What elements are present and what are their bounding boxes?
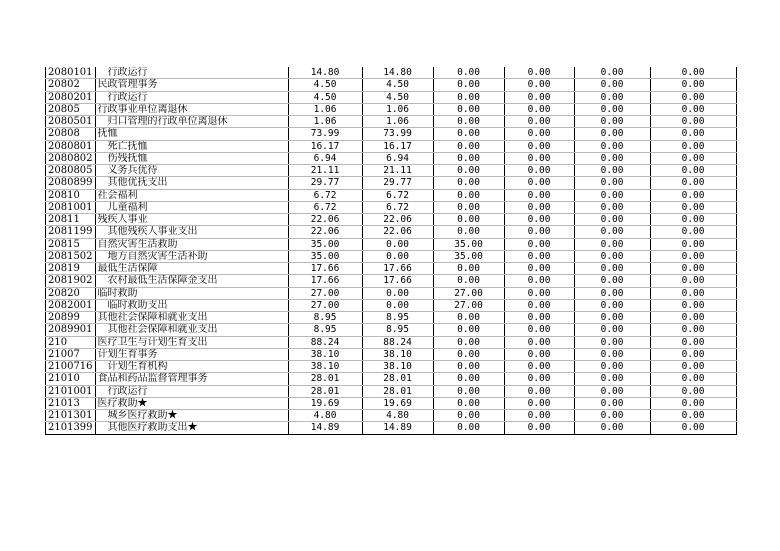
subject-code-cell: 21010: [46, 373, 96, 385]
amount-cell: 0.00: [504, 214, 574, 226]
subject-name-cell: 临时救助支出: [95, 299, 288, 311]
subject-name-cell: 伤残抚恤: [95, 152, 288, 164]
table-row: [46, 189, 737, 201]
subject-code-cell: 2081001: [46, 201, 96, 213]
amount-cell: 0.00: [504, 299, 574, 311]
amount-cell: 27.00: [288, 299, 362, 311]
subject-name-cell: 行政运行: [95, 385, 288, 397]
amount-cell: 0.00: [504, 324, 574, 336]
amount-cell: 0.00: [504, 373, 574, 385]
amount-cell: 4.80: [362, 410, 433, 422]
amount-cell: 0.00: [504, 177, 574, 189]
amount-cell: 0.00: [504, 152, 574, 164]
subject-code-cell: 20819: [46, 263, 96, 275]
amount-cell: 0.00: [650, 67, 736, 79]
subject-name-cell: 行政运行: [95, 67, 288, 79]
amount-cell: 0.00: [504, 410, 574, 422]
amount-cell: 27.00: [433, 299, 504, 311]
table-row: [46, 128, 737, 140]
subject-name-cell: 死亡抚恤: [95, 140, 288, 152]
amount-cell: 0.00: [433, 214, 504, 226]
amount-cell: 28.01: [288, 373, 362, 385]
amount-cell: 0.00: [504, 226, 574, 238]
amount-cell: 17.66: [362, 275, 433, 287]
amount-cell: 0.00: [433, 275, 504, 287]
subject-code-cell: 2080899: [46, 177, 96, 189]
subject-name-cell: 农村最低生活保障金支出: [95, 275, 288, 287]
subject-code-cell: 21013: [46, 397, 96, 409]
amount-cell: 4.80: [288, 410, 362, 422]
amount-cell: 0.00: [504, 116, 574, 128]
amount-cell: 0.00: [574, 79, 650, 91]
amount-cell: 0.00: [433, 189, 504, 201]
amount-cell: 8.95: [288, 324, 362, 336]
amount-cell: 0.00: [574, 226, 650, 238]
amount-cell: 0.00: [650, 116, 736, 128]
subject-code-cell: 2081199: [46, 226, 96, 238]
amount-cell: 17.66: [288, 275, 362, 287]
amount-cell: 22.06: [288, 214, 362, 226]
amount-cell: 6.94: [362, 152, 433, 164]
amount-cell: 0.00: [650, 373, 736, 385]
amount-cell: 0.00: [650, 385, 736, 397]
amount-cell: 0.00: [574, 189, 650, 201]
table-row: [46, 410, 737, 422]
amount-cell: 1.06: [288, 116, 362, 128]
subject-code-cell: 2100716: [46, 361, 96, 373]
amount-cell: 14.89: [362, 422, 433, 434]
table-row: [46, 422, 737, 434]
amount-cell: 0.00: [504, 238, 574, 250]
amount-cell: 0.00: [574, 336, 650, 348]
amount-cell: 0.00: [650, 336, 736, 348]
amount-cell: 0.00: [650, 287, 736, 299]
amount-cell: 0.00: [650, 397, 736, 409]
amount-cell: 0.00: [574, 128, 650, 140]
subject-code-cell: 2101301: [46, 410, 96, 422]
amount-cell: 0.00: [650, 152, 736, 164]
amount-cell: 29.77: [362, 177, 433, 189]
amount-cell: 38.10: [362, 361, 433, 373]
amount-cell: 0.00: [574, 140, 650, 152]
amount-cell: 0.00: [504, 250, 574, 262]
subject-name-cell: 残疾人事业: [95, 214, 288, 226]
subject-name-cell: 计划生育机构: [95, 361, 288, 373]
subject-name-cell: 食品和药品监督管理事务: [95, 373, 288, 385]
amount-cell: 17.66: [288, 263, 362, 275]
amount-cell: 0.00: [504, 201, 574, 213]
table-row: [46, 373, 737, 385]
subject-code-cell: 2080805: [46, 165, 96, 177]
amount-cell: 0.00: [650, 226, 736, 238]
subject-code-cell: 20899: [46, 312, 96, 324]
table-row: [46, 299, 737, 311]
table-row: [46, 250, 737, 262]
amount-cell: 6.72: [362, 201, 433, 213]
amount-cell: 0.00: [574, 312, 650, 324]
table-row: [46, 201, 737, 213]
subject-code-cell: 20802: [46, 79, 96, 91]
amount-cell: 73.99: [288, 128, 362, 140]
subject-code-cell: 2101001: [46, 385, 96, 397]
subject-name-cell: 行政事业单位离退休: [95, 103, 288, 115]
subject-name-cell: 抚恤: [95, 128, 288, 140]
table-row: [46, 263, 737, 275]
subject-name-cell: 其他社会保障和就业支出: [95, 324, 288, 336]
amount-cell: 0.00: [504, 312, 574, 324]
amount-cell: 0.00: [574, 299, 650, 311]
subject-code-cell: 2089901: [46, 324, 96, 336]
amount-cell: 28.01: [362, 385, 433, 397]
amount-cell: 0.00: [433, 128, 504, 140]
amount-cell: 0.00: [574, 287, 650, 299]
amount-cell: 0.00: [650, 165, 736, 177]
amount-cell: 14.80: [362, 67, 433, 79]
table-row: [46, 275, 737, 287]
table-row: [46, 214, 737, 226]
amount-cell: 6.94: [288, 152, 362, 164]
subject-name-cell: 归口管理的行政单位离退休: [95, 116, 288, 128]
amount-cell: 0.00: [433, 422, 504, 434]
subject-code-cell: 20805: [46, 103, 96, 115]
amount-cell: 0.00: [650, 79, 736, 91]
table-row: [46, 397, 737, 409]
amount-cell: 0.00: [574, 91, 650, 103]
amount-cell: 0.00: [433, 385, 504, 397]
amount-cell: 0.00: [650, 177, 736, 189]
amount-cell: 0.00: [650, 214, 736, 226]
amount-cell: 1.06: [362, 116, 433, 128]
amount-cell: 8.95: [288, 312, 362, 324]
subject-name-cell: 其他医疗救助支出★: [95, 422, 288, 434]
amount-cell: 0.00: [504, 385, 574, 397]
amount-cell: 6.72: [288, 201, 362, 213]
amount-cell: 0.00: [574, 177, 650, 189]
table-row: [46, 165, 737, 177]
amount-cell: 0.00: [650, 361, 736, 373]
amount-cell: 22.06: [362, 214, 433, 226]
amount-cell: 0.00: [574, 348, 650, 360]
amount-cell: 73.99: [362, 128, 433, 140]
subject-code-cell: 210: [46, 336, 96, 348]
amount-cell: 0.00: [574, 275, 650, 287]
amount-cell: 8.95: [362, 312, 433, 324]
amount-cell: 0.00: [433, 201, 504, 213]
amount-cell: 0.00: [504, 140, 574, 152]
amount-cell: 0.00: [574, 201, 650, 213]
amount-cell: 0.00: [433, 152, 504, 164]
table-row: [46, 103, 737, 115]
amount-cell: 19.69: [288, 397, 362, 409]
amount-cell: 0.00: [504, 189, 574, 201]
amount-cell: 0.00: [650, 250, 736, 262]
subject-code-cell: 2080501: [46, 116, 96, 128]
amount-cell: 14.80: [288, 67, 362, 79]
amount-cell: 6.72: [288, 189, 362, 201]
table-row: [46, 238, 737, 250]
table-row: [46, 324, 737, 336]
amount-cell: 0.00: [504, 336, 574, 348]
amount-cell: 28.01: [362, 373, 433, 385]
amount-cell: 0.00: [574, 67, 650, 79]
amount-cell: 1.06: [362, 103, 433, 115]
table-row: [46, 226, 737, 238]
amount-cell: 35.00: [288, 250, 362, 262]
subject-name-cell: 行政运行: [95, 91, 288, 103]
amount-cell: 0.00: [504, 165, 574, 177]
amount-cell: 0.00: [433, 312, 504, 324]
amount-cell: 4.50: [288, 91, 362, 103]
subject-code-cell: 2080201: [46, 91, 96, 103]
amount-cell: 0.00: [433, 103, 504, 115]
amount-cell: 4.50: [362, 91, 433, 103]
amount-cell: 0.00: [504, 422, 574, 434]
table-row: [46, 385, 737, 397]
amount-cell: 22.06: [288, 226, 362, 238]
table-row: [46, 116, 737, 128]
amount-cell: 0.00: [433, 324, 504, 336]
amount-cell: 0.00: [650, 312, 736, 324]
amount-cell: 17.66: [362, 263, 433, 275]
amount-cell: 0.00: [504, 397, 574, 409]
amount-cell: 0.00: [504, 287, 574, 299]
amount-cell: 28.01: [288, 385, 362, 397]
amount-cell: 0.00: [504, 348, 574, 360]
amount-cell: 0.00: [650, 189, 736, 201]
amount-cell: 0.00: [650, 410, 736, 422]
amount-cell: 0.00: [433, 116, 504, 128]
amount-cell: 0.00: [574, 152, 650, 164]
amount-cell: 27.00: [288, 287, 362, 299]
amount-cell: 27.00: [433, 287, 504, 299]
amount-cell: 0.00: [504, 275, 574, 287]
subject-code-cell: 2081902: [46, 275, 96, 287]
amount-cell: 19.69: [362, 397, 433, 409]
amount-cell: 0.00: [433, 263, 504, 275]
budget-table: [45, 67, 737, 435]
table-row: [46, 177, 737, 189]
table-body: [46, 67, 737, 434]
subject-name-cell: 儿童福利: [95, 201, 288, 213]
amount-cell: 0.00: [504, 128, 574, 140]
amount-cell: 0.00: [650, 238, 736, 250]
subject-code-cell: 2081502: [46, 250, 96, 262]
subject-code-cell: 21007: [46, 348, 96, 360]
amount-cell: 0.00: [574, 422, 650, 434]
amount-cell: 0.00: [433, 91, 504, 103]
amount-cell: 0.00: [574, 165, 650, 177]
amount-cell: 0.00: [650, 324, 736, 336]
amount-cell: 0.00: [650, 422, 736, 434]
subject-name-cell: 医疗卫生与计划生育支出: [95, 336, 288, 348]
amount-cell: 0.00: [574, 324, 650, 336]
amount-cell: 0.00: [650, 263, 736, 275]
amount-cell: 0.00: [362, 287, 433, 299]
subject-name-cell: 城乡医疗救助★: [95, 410, 288, 422]
subject-name-cell: 计划生育事务: [95, 348, 288, 360]
amount-cell: 4.50: [362, 79, 433, 91]
amount-cell: 0.00: [504, 67, 574, 79]
amount-cell: 0.00: [650, 348, 736, 360]
amount-cell: 0.00: [433, 165, 504, 177]
subject-name-cell: 医疗救助★: [95, 397, 288, 409]
amount-cell: 0.00: [574, 385, 650, 397]
amount-cell: 4.50: [288, 79, 362, 91]
subject-code-cell: 2082001: [46, 299, 96, 311]
amount-cell: 6.72: [362, 189, 433, 201]
table-row: [46, 336, 737, 348]
amount-cell: 35.00: [433, 238, 504, 250]
amount-cell: 0.00: [650, 275, 736, 287]
amount-cell: 0.00: [574, 373, 650, 385]
amount-cell: 16.17: [288, 140, 362, 152]
subject-name-cell: 其他社会保障和就业支出: [95, 312, 288, 324]
subject-name-cell: 其他优抚支出: [95, 177, 288, 189]
amount-cell: 16.17: [362, 140, 433, 152]
amount-cell: 0.00: [433, 67, 504, 79]
amount-cell: 8.95: [362, 324, 433, 336]
subject-code-cell: 2080101: [46, 67, 96, 79]
table-row: [46, 312, 737, 324]
amount-cell: 0.00: [362, 299, 433, 311]
subject-name-cell: 民政管理事务: [95, 79, 288, 91]
table-row: [46, 152, 737, 164]
subject-name-cell: 社会福利: [95, 189, 288, 201]
subject-code-cell: 20811: [46, 214, 96, 226]
amount-cell: 0.00: [650, 140, 736, 152]
amount-cell: 1.06: [288, 103, 362, 115]
table-row: [46, 348, 737, 360]
table-row: [46, 287, 737, 299]
amount-cell: 21.11: [288, 165, 362, 177]
amount-cell: 0.00: [574, 214, 650, 226]
amount-cell: 0.00: [650, 299, 736, 311]
amount-cell: 0.00: [504, 263, 574, 275]
amount-cell: 0.00: [433, 410, 504, 422]
amount-cell: 0.00: [504, 79, 574, 91]
amount-cell: 0.00: [574, 397, 650, 409]
subject-name-cell: 最低生活保障: [95, 263, 288, 275]
amount-cell: 38.10: [288, 361, 362, 373]
amount-cell: 0.00: [574, 116, 650, 128]
amount-cell: 0.00: [362, 250, 433, 262]
amount-cell: 88.24: [362, 336, 433, 348]
amount-cell: 0.00: [433, 226, 504, 238]
amount-cell: 38.10: [362, 348, 433, 360]
amount-cell: 88.24: [288, 336, 362, 348]
amount-cell: 0.00: [650, 128, 736, 140]
amount-cell: 22.06: [362, 226, 433, 238]
table-row: [46, 91, 737, 103]
amount-cell: 0.00: [433, 336, 504, 348]
subject-name-cell: 临时救助: [95, 287, 288, 299]
amount-cell: 0.00: [433, 348, 504, 360]
amount-cell: 0.00: [650, 91, 736, 103]
subject-code-cell: 2080802: [46, 152, 96, 164]
amount-cell: 0.00: [504, 103, 574, 115]
amount-cell: 0.00: [574, 263, 650, 275]
amount-cell: 0.00: [574, 410, 650, 422]
amount-cell: 35.00: [433, 250, 504, 262]
amount-cell: 0.00: [433, 79, 504, 91]
amount-cell: 35.00: [288, 238, 362, 250]
amount-cell: 0.00: [433, 373, 504, 385]
amount-cell: 21.11: [362, 165, 433, 177]
table-row: [46, 67, 737, 79]
amount-cell: 0.00: [433, 397, 504, 409]
subject-code-cell: 2101399: [46, 422, 96, 434]
amount-cell: 29.77: [288, 177, 362, 189]
amount-cell: 14.89: [288, 422, 362, 434]
table-row: [46, 140, 737, 152]
subject-name-cell: 自然灾害生活救助: [95, 238, 288, 250]
amount-cell: 0.00: [433, 177, 504, 189]
amount-cell: 0.00: [650, 103, 736, 115]
amount-cell: 0.00: [574, 238, 650, 250]
amount-cell: 0.00: [574, 250, 650, 262]
amount-cell: 38.10: [288, 348, 362, 360]
subject-name-cell: 义务兵优待: [95, 165, 288, 177]
subject-code-cell: 20820: [46, 287, 96, 299]
subject-name-cell: 地方自然灾害生活补助: [95, 250, 288, 262]
amount-cell: 0.00: [433, 361, 504, 373]
table-row: [46, 79, 737, 91]
amount-cell: 0.00: [504, 361, 574, 373]
subject-code-cell: 20815: [46, 238, 96, 250]
subject-code-cell: 20808: [46, 128, 96, 140]
subject-code-cell: 20810: [46, 189, 96, 201]
amount-cell: 0.00: [362, 238, 433, 250]
amount-cell: 0.00: [650, 201, 736, 213]
subject-name-cell: 其他残疾人事业支出: [95, 226, 288, 238]
amount-cell: 0.00: [433, 140, 504, 152]
amount-cell: 0.00: [574, 361, 650, 373]
amount-cell: 0.00: [504, 91, 574, 103]
subject-code-cell: 2080801: [46, 140, 96, 152]
table-row: [46, 361, 737, 373]
amount-cell: 0.00: [574, 103, 650, 115]
